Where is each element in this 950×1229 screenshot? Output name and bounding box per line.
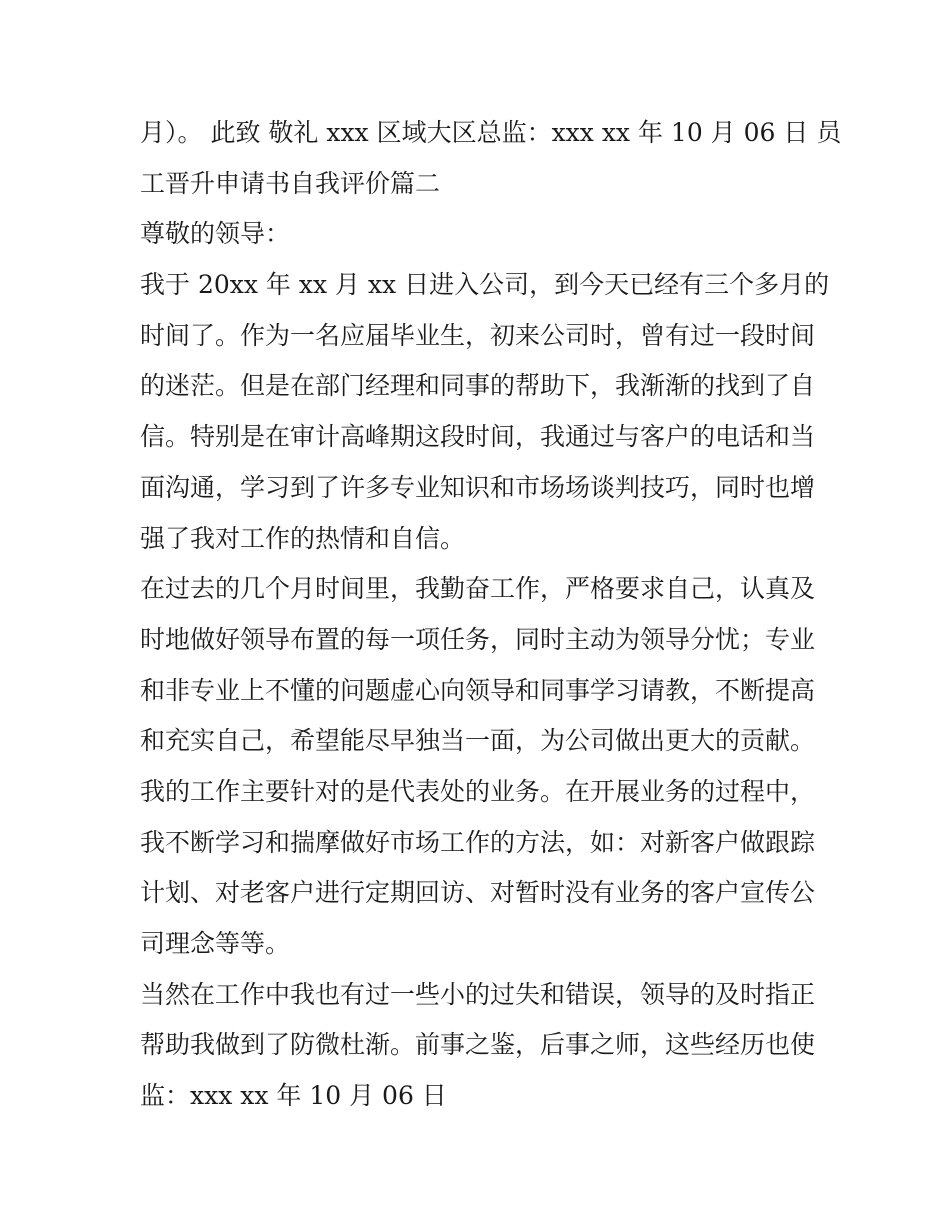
text-line: 面沟通，学习到了许多专业知识和市场场谈判技巧，同时也增	[140, 472, 816, 502]
text-line: 我于 20xx 年 xx 月 xx 日进入公司，到今天已经有三个多月的	[140, 270, 830, 300]
section-title-line: 工晋升申请书自我评价篇二	[140, 168, 441, 198]
signature-line: 监：xxx xx 年 10 月 06 日	[140, 1081, 447, 1111]
text-line: 时间了。作为一名应届毕业生，初来公司时，曾有过一段时间	[140, 320, 816, 350]
text-line: 帮助我做到了防微杜渐。前事之鉴，后事之师，这些经历也使	[140, 1030, 816, 1060]
text-line: 的迷茫。但是在部门经理和同事的帮助下，我渐渐的找到了自	[140, 371, 816, 401]
text-line: 在过去的几个月时间里，我勤奋工作，严格要求自己，认真及	[140, 574, 816, 604]
text-line: 计划、对老客户进行定期回访、对暂时没有业务的客户宣传公	[140, 878, 816, 908]
salutation-line: 尊敬的领导：	[140, 219, 291, 249]
text-line: 信。特别是在审计高峰期这段时间，我通过与客户的电话和当	[140, 422, 816, 452]
text-line: 我不断学习和揣摩做好市场工作的方法，如：对新客户做跟踪	[140, 827, 816, 857]
text-line: 月）。 此致 敬礼 xxx 区域大区总监：xxx xx 年 10 月 06 日 员	[140, 118, 842, 147]
text-line: 和充实自己，希望能尽早独当一面，为公司做出更大的贡献。	[140, 726, 816, 756]
text-line: 司理念等等。	[140, 929, 291, 958]
text-line: 和非专业上不懂的问题虚心向领导和同事学习请教，不断提高	[140, 675, 816, 705]
text-line: 时地做好领导布置的每一项任务，同时主动为领导分忧；专业	[140, 624, 816, 654]
text-line: 我的工作主要针对的是代表处的业务。在开展业务的过程中，	[140, 776, 816, 806]
text-line: 当然在工作中我也有过一些小的过失和错误，领导的及时指正	[140, 979, 816, 1009]
document-body	[140, 108, 842, 1122]
text-line: 强了我对工作的热情和自信。	[140, 523, 466, 553]
